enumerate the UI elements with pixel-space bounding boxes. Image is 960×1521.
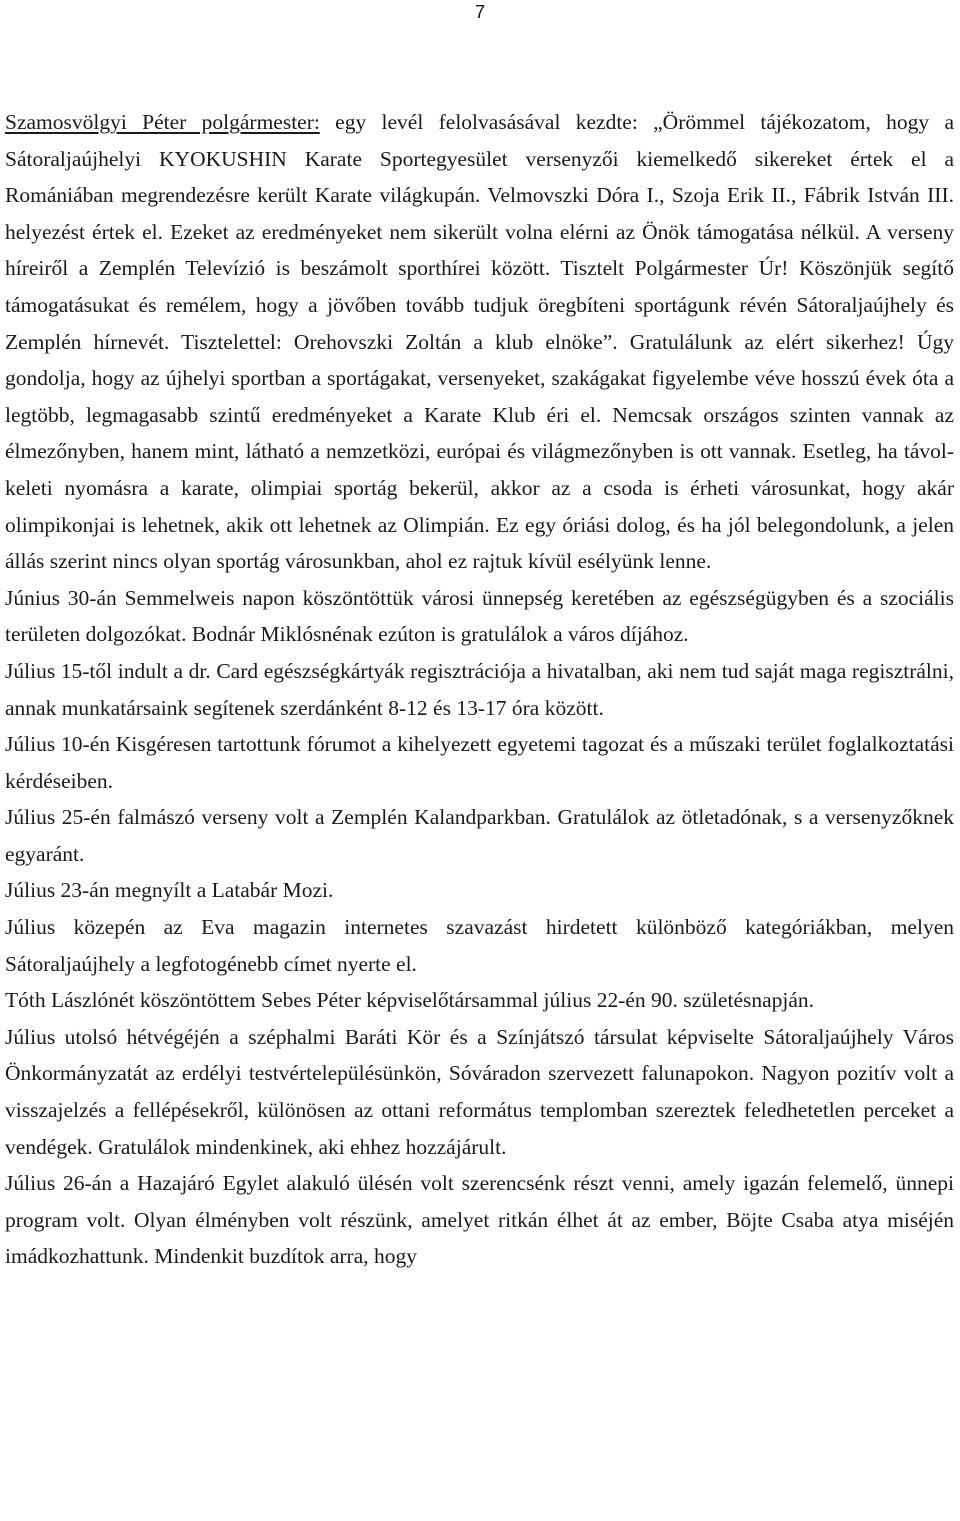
paragraph-dr-card: Július 15-től indult a dr. Card egészségkártyák regisztrációja a hivatalban, aki nem tud saját maga regisztrálni, annak munkatársaink segítenek szerdánként 8-12 és 13-17 óra között. (5, 658, 954, 720)
paragraph-birthday-greeting: Tóth Lászlónét köszöntöttem Sebes Péter képviselőtársammal július 22-én 90. születésnapján. (5, 988, 815, 1013)
paragraph-cinema-opening: Július 23-án megnyílt a Latabár Mozi. (5, 878, 334, 903)
paragraph-climbing-contest: Július 25-én falmászó verseny volt a Zemplén Kalandparkban. Gratulálok az ötletadónak, s a versenyzőknek egyaránt. (5, 805, 954, 866)
paragraph-sovarad-visit: Július utolsó hétvégéjén a széphalmi Baráti Kör és a Színjátszó társulat képviselte Sátoraljaújhely Város Önkormányzatát az erdélyi testvértelepülésünkön, Sóváradon szervezett falunapokon. Nagyon pozitív volt a visszajelzés a fellépésekről, különösen az ottani református templomban szereztek feledhetetlen perceket a vendégek. Gratulálok mindenkinek, aki ehhez hozzájárult. (5, 1024, 954, 1159)
speaker-label: Szamosvölgyi Péter polgármester: (5, 110, 320, 134)
paragraph-hazajaro-association: Július 26-án a Hazajáró Egylet alakuló ülésén volt szerencsénk részt venni, amely igazán felemelő, ünnepi program volt. Olyan élményben volt részünk, amelyet ritkán élhet át az ember, Böjte Csaba atya miséjén imádkozhattunk. Mindenkit buzdítok arra, hogy (5, 1171, 954, 1269)
paragraph-text: egy levél felolvasásával kezdte: „Örömmel tájékozatom, hogy a Sátoraljaújhelyi KYOKUSHIN Karate Sportegyesület versenyzői kiemelkedő sikereket értek el a Romániában megrendezésre került Karate világkupán. Velmovszki Dóra I., Szoja Erik II., Fábrik István III. helyezést értek el. Ezeket az eredményeket nem sikerült volna elérni az Önök támogatása nélkül. A verseny híreiről a Zemplén Televízió is beszámolt sporthírei között. Tisztelt Polgármester Úr! Köszönjük segítő támogatásukat és remélem, hogy a jövőben tovább tudjuk öregbíteni sportágunk révén Sátoraljaújhely és Zemplén hírnevét. Tisztelettel: Orehovszki Zoltán a klub elnöke”. Gratulálunk az elért sikerhez! Úgy gondolja, hogy az újhelyi sportban a sportágakat, versenyeket, szakágakat figyelembe véve hosszú évek óta a legtöbb, legmagasabb szintű eredményeket a Karate Klub éri el. Nemcsak országos szinten vannak az élmezőnyben, hanem mint, látható a nemzetközi, európai és világmezőnyben is ott vannak. Esetleg, ha távol-keleti nyomásra a karate, olimpiai sportág bekerül, akkor az a csoda is érheti városunkat, hogy akár olimpikonjai is lehetnek, akik ott lehetnek az Olimpián. Ez egy óriási dolog, és ha jól belegondolunk, a jelen állás szerint nincs olyan sportág városunkban, ahol ez rajtuk kívül esélyünk lenne. (5, 110, 954, 574)
paragraph-forum-kisgeres: Július 10-én Kisgéresen tartottunk fórumot a kihelyezett egyetemi tagozat és a műszaki terület foglalkoztatási kérdéseiben. (5, 732, 954, 793)
paragraph-eva-magazine: Július közepén az Eva magazin internetes szavazást hirdetett különböző kategóriákban, melyen Sátoraljaújhely a legfotogénebb címet nyerte el. (5, 915, 954, 976)
page-number: 7 (474, 2, 485, 22)
document-body (5, 104, 954, 1275)
paragraph-mayor-report (5, 104, 954, 580)
paragraph-semmelweis-day: Június 30-án Semmelweis napon köszöntöttük városi ünnepség keretében az egészségügyben és a szociális területen dolgozókat. Bodnár Miklósnénak ezúton is gratulálok a város díjához. (5, 585, 954, 647)
